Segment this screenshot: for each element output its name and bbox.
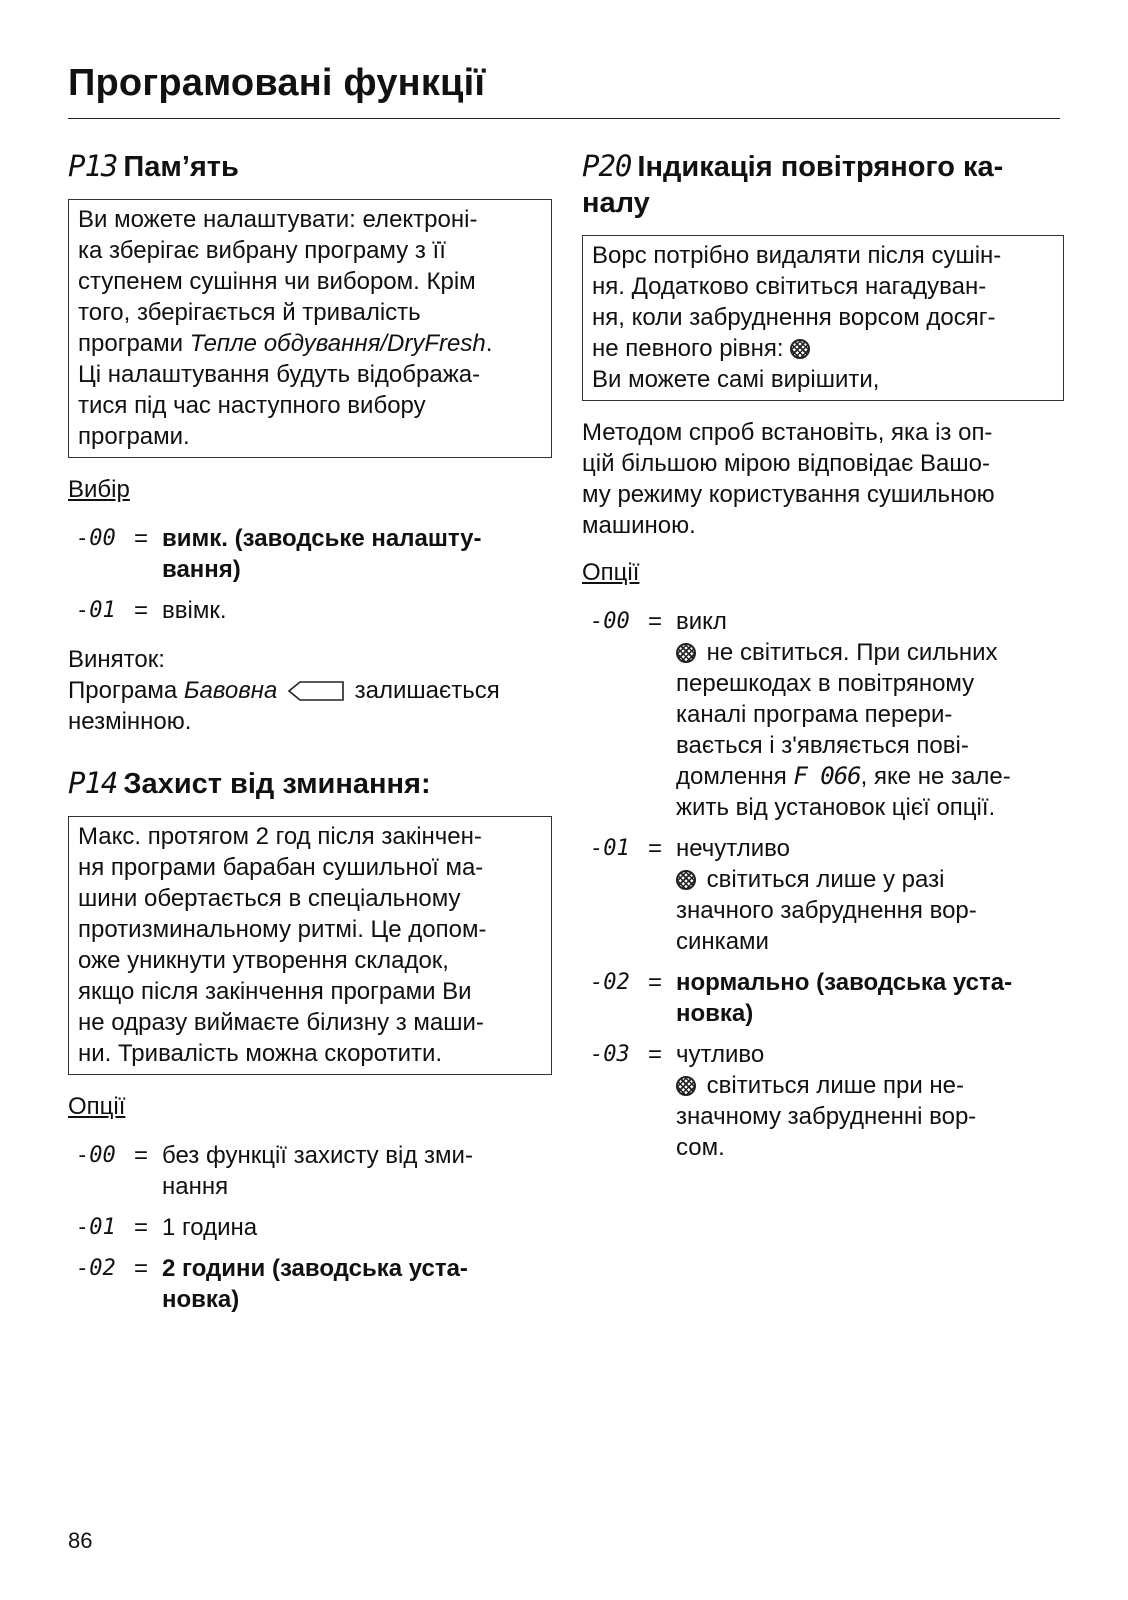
option-equals: = xyxy=(648,1041,663,1068)
para-line: машиною. xyxy=(582,512,696,539)
option-equals: = xyxy=(648,969,663,996)
p14-box-line: ни. Тривалість можна скоротити. xyxy=(78,1040,443,1067)
right-column xyxy=(582,148,1064,1173)
p20-option-01 xyxy=(582,833,1064,957)
option-equals: = xyxy=(134,1142,149,1169)
lint-filter-icon xyxy=(676,1076,696,1096)
option-description xyxy=(676,833,1064,957)
p14-box-line: протизминальному ритмі. Це допом- xyxy=(78,916,487,943)
p13-exception xyxy=(68,644,552,737)
p13-option-00 xyxy=(68,523,552,585)
p14-box-line: не одразу виймаєте білизну з маши- xyxy=(78,1009,484,1036)
option-equals: = xyxy=(648,835,663,862)
option-code: -00 xyxy=(76,1143,116,1168)
p20-title: Індикація повітряного ка- xyxy=(637,151,1004,183)
p13-box-line: ка зберігає вибрану програму з її xyxy=(78,237,446,264)
p20-option-03 xyxy=(582,1039,1064,1163)
option-line: нання xyxy=(162,1173,229,1200)
p20-box-text: не певного рівня: xyxy=(592,335,791,362)
title-divider xyxy=(68,118,1060,119)
p13-title: Пам’ять xyxy=(123,151,239,183)
p20-box-line: Ворс потрібно видаляти після сушін- xyxy=(592,242,1002,269)
para-line: цій більшою мірою відповідає Вашо- xyxy=(582,450,990,477)
option-description xyxy=(676,606,1064,823)
lint-filter-icon xyxy=(676,643,696,663)
option-line: домлення xyxy=(676,763,794,790)
option-line: синками xyxy=(676,928,769,955)
option-line: значному забрудненні вор- xyxy=(676,1103,977,1130)
option-equals: = xyxy=(134,525,149,552)
p14-option-02 xyxy=(68,1253,552,1315)
p14-title: Захист від зминання: xyxy=(123,768,431,800)
option-description xyxy=(676,1039,1064,1163)
option-line: вається і з'являється пові- xyxy=(676,732,969,759)
option-code: -03 xyxy=(590,1042,630,1067)
p20-box-line: Ви можете самі вирішити, xyxy=(592,366,880,393)
option-code: -01 xyxy=(76,598,116,623)
option-description xyxy=(676,967,1064,1029)
option-description: ввімк. xyxy=(162,597,227,624)
p13-options-label: Вибір xyxy=(68,476,130,503)
option-equals: = xyxy=(134,1255,149,1282)
p13-code: P13 xyxy=(68,149,118,183)
p13-box-line: програми. xyxy=(78,423,190,450)
option-line: світиться лише при не- xyxy=(700,1072,964,1099)
exception-text: Програма xyxy=(68,677,184,704)
p14-option-00 xyxy=(68,1140,552,1202)
option-line: вання) xyxy=(162,556,241,583)
option-line: викл xyxy=(676,608,727,635)
p13-box-line: тися під час наступного вибору xyxy=(78,392,426,419)
p14-box-line: оже уникнути утворення складок, xyxy=(78,947,449,974)
option-line: нормально (заводська уста- xyxy=(676,969,1013,996)
lint-filter-icon xyxy=(676,870,696,890)
option-line: жить від установок цієї опції. xyxy=(676,794,996,821)
lint-filter-icon xyxy=(790,339,810,359)
option-line: новка) xyxy=(162,1286,240,1313)
left-column xyxy=(68,148,552,1325)
program-name: Бавовна xyxy=(183,677,278,704)
option-equals: = xyxy=(134,1214,149,1241)
option-code: -00 xyxy=(76,526,116,551)
para-line: му режиму користування сушильною xyxy=(582,481,995,508)
option-line: нечутливо xyxy=(676,835,791,862)
para-line: Методом спроб встановіть, яка із оп- xyxy=(582,419,993,446)
option-description xyxy=(162,1140,552,1202)
page-title: Програмовані функції xyxy=(68,62,486,104)
p14-info-box xyxy=(68,816,552,1075)
option-code: -01 xyxy=(76,1215,116,1240)
p20-option-02 xyxy=(582,967,1064,1029)
option-line: чутливо xyxy=(676,1041,765,1068)
p13-heading xyxy=(68,148,552,185)
p14-box-line: якщо після закінчення програми Ви xyxy=(78,978,472,1005)
option-description: 1 година xyxy=(162,1214,258,1241)
option-line: новка) xyxy=(676,1000,754,1027)
p20-heading xyxy=(582,148,1064,221)
p20-box-line: ня, коли забруднення ворсом досяг- xyxy=(592,304,996,331)
p14-code: P14 xyxy=(68,766,118,800)
p13-box-line: Ці налаштування будуть відобража- xyxy=(78,361,481,388)
p20-box-line xyxy=(592,333,1054,364)
p13-box-text: програми xyxy=(78,330,190,357)
p20-paragraph xyxy=(582,417,1064,541)
p14-heading xyxy=(68,765,552,802)
p20-option-00 xyxy=(582,606,1064,823)
option-line: світиться лише у разі xyxy=(700,866,945,893)
p14-box-line: ня програми барабан сушильної ма- xyxy=(78,854,484,881)
p20-info-box xyxy=(582,235,1064,401)
p14-option-01 xyxy=(68,1212,552,1243)
error-code: F 066 xyxy=(793,762,861,790)
option-code: -01 xyxy=(590,836,630,861)
option-line: вимк. (заводське налашту- xyxy=(162,525,482,552)
option-line: 2 години (заводська уста- xyxy=(162,1255,468,1282)
option-equals: = xyxy=(648,608,663,635)
page-number: 86 xyxy=(68,1528,93,1553)
p13-option-01 xyxy=(68,595,552,626)
option-line: , яке не зале- xyxy=(860,763,1011,790)
p13-box-line xyxy=(78,328,542,359)
exception-text: залишається xyxy=(348,677,500,704)
option-line: без функції захисту від зми- xyxy=(162,1142,473,1169)
option-description xyxy=(162,1253,552,1315)
option-code: -00 xyxy=(590,609,630,634)
option-line: каналі програма перери- xyxy=(676,701,953,728)
p14-box-line: шини обертається в спеціальному xyxy=(78,885,461,912)
option-line: сом. xyxy=(676,1134,725,1161)
p13-box-line: того, зберігається й тривалість xyxy=(78,299,421,326)
option-line: перешкодах в повітряному xyxy=(676,670,975,697)
option-equals: = xyxy=(134,597,149,624)
p13-info-box xyxy=(68,199,552,458)
p20-options-label: Опції xyxy=(582,559,640,586)
option-description xyxy=(162,523,552,585)
p14-options-label: Опції xyxy=(68,1093,126,1120)
option-code: -02 xyxy=(590,970,630,995)
option-line: значного забруднення вор- xyxy=(676,897,977,924)
cotton-program-icon xyxy=(288,681,344,701)
option-line: не світиться. При сильних xyxy=(700,639,998,666)
program-name: Тепле обдування/DryFresh xyxy=(189,330,486,357)
p20-box-line: ня. Додатково світиться нагадуван- xyxy=(592,273,987,300)
p20-title: налу xyxy=(582,187,650,219)
exception-label: Виняток: xyxy=(68,646,165,673)
exception-text: незмінною. xyxy=(68,708,192,735)
p20-code: P20 xyxy=(582,149,632,183)
option-code: -02 xyxy=(76,1256,116,1281)
p14-box-line: Макс. протягом 2 год після закінчен- xyxy=(78,823,482,850)
p13-box-line: Ви можете налаштувати: електроні- xyxy=(78,206,478,233)
p13-box-line: ступенем сушіння чи вибором. Крім xyxy=(78,268,476,295)
p13-box-text: . xyxy=(485,330,493,357)
